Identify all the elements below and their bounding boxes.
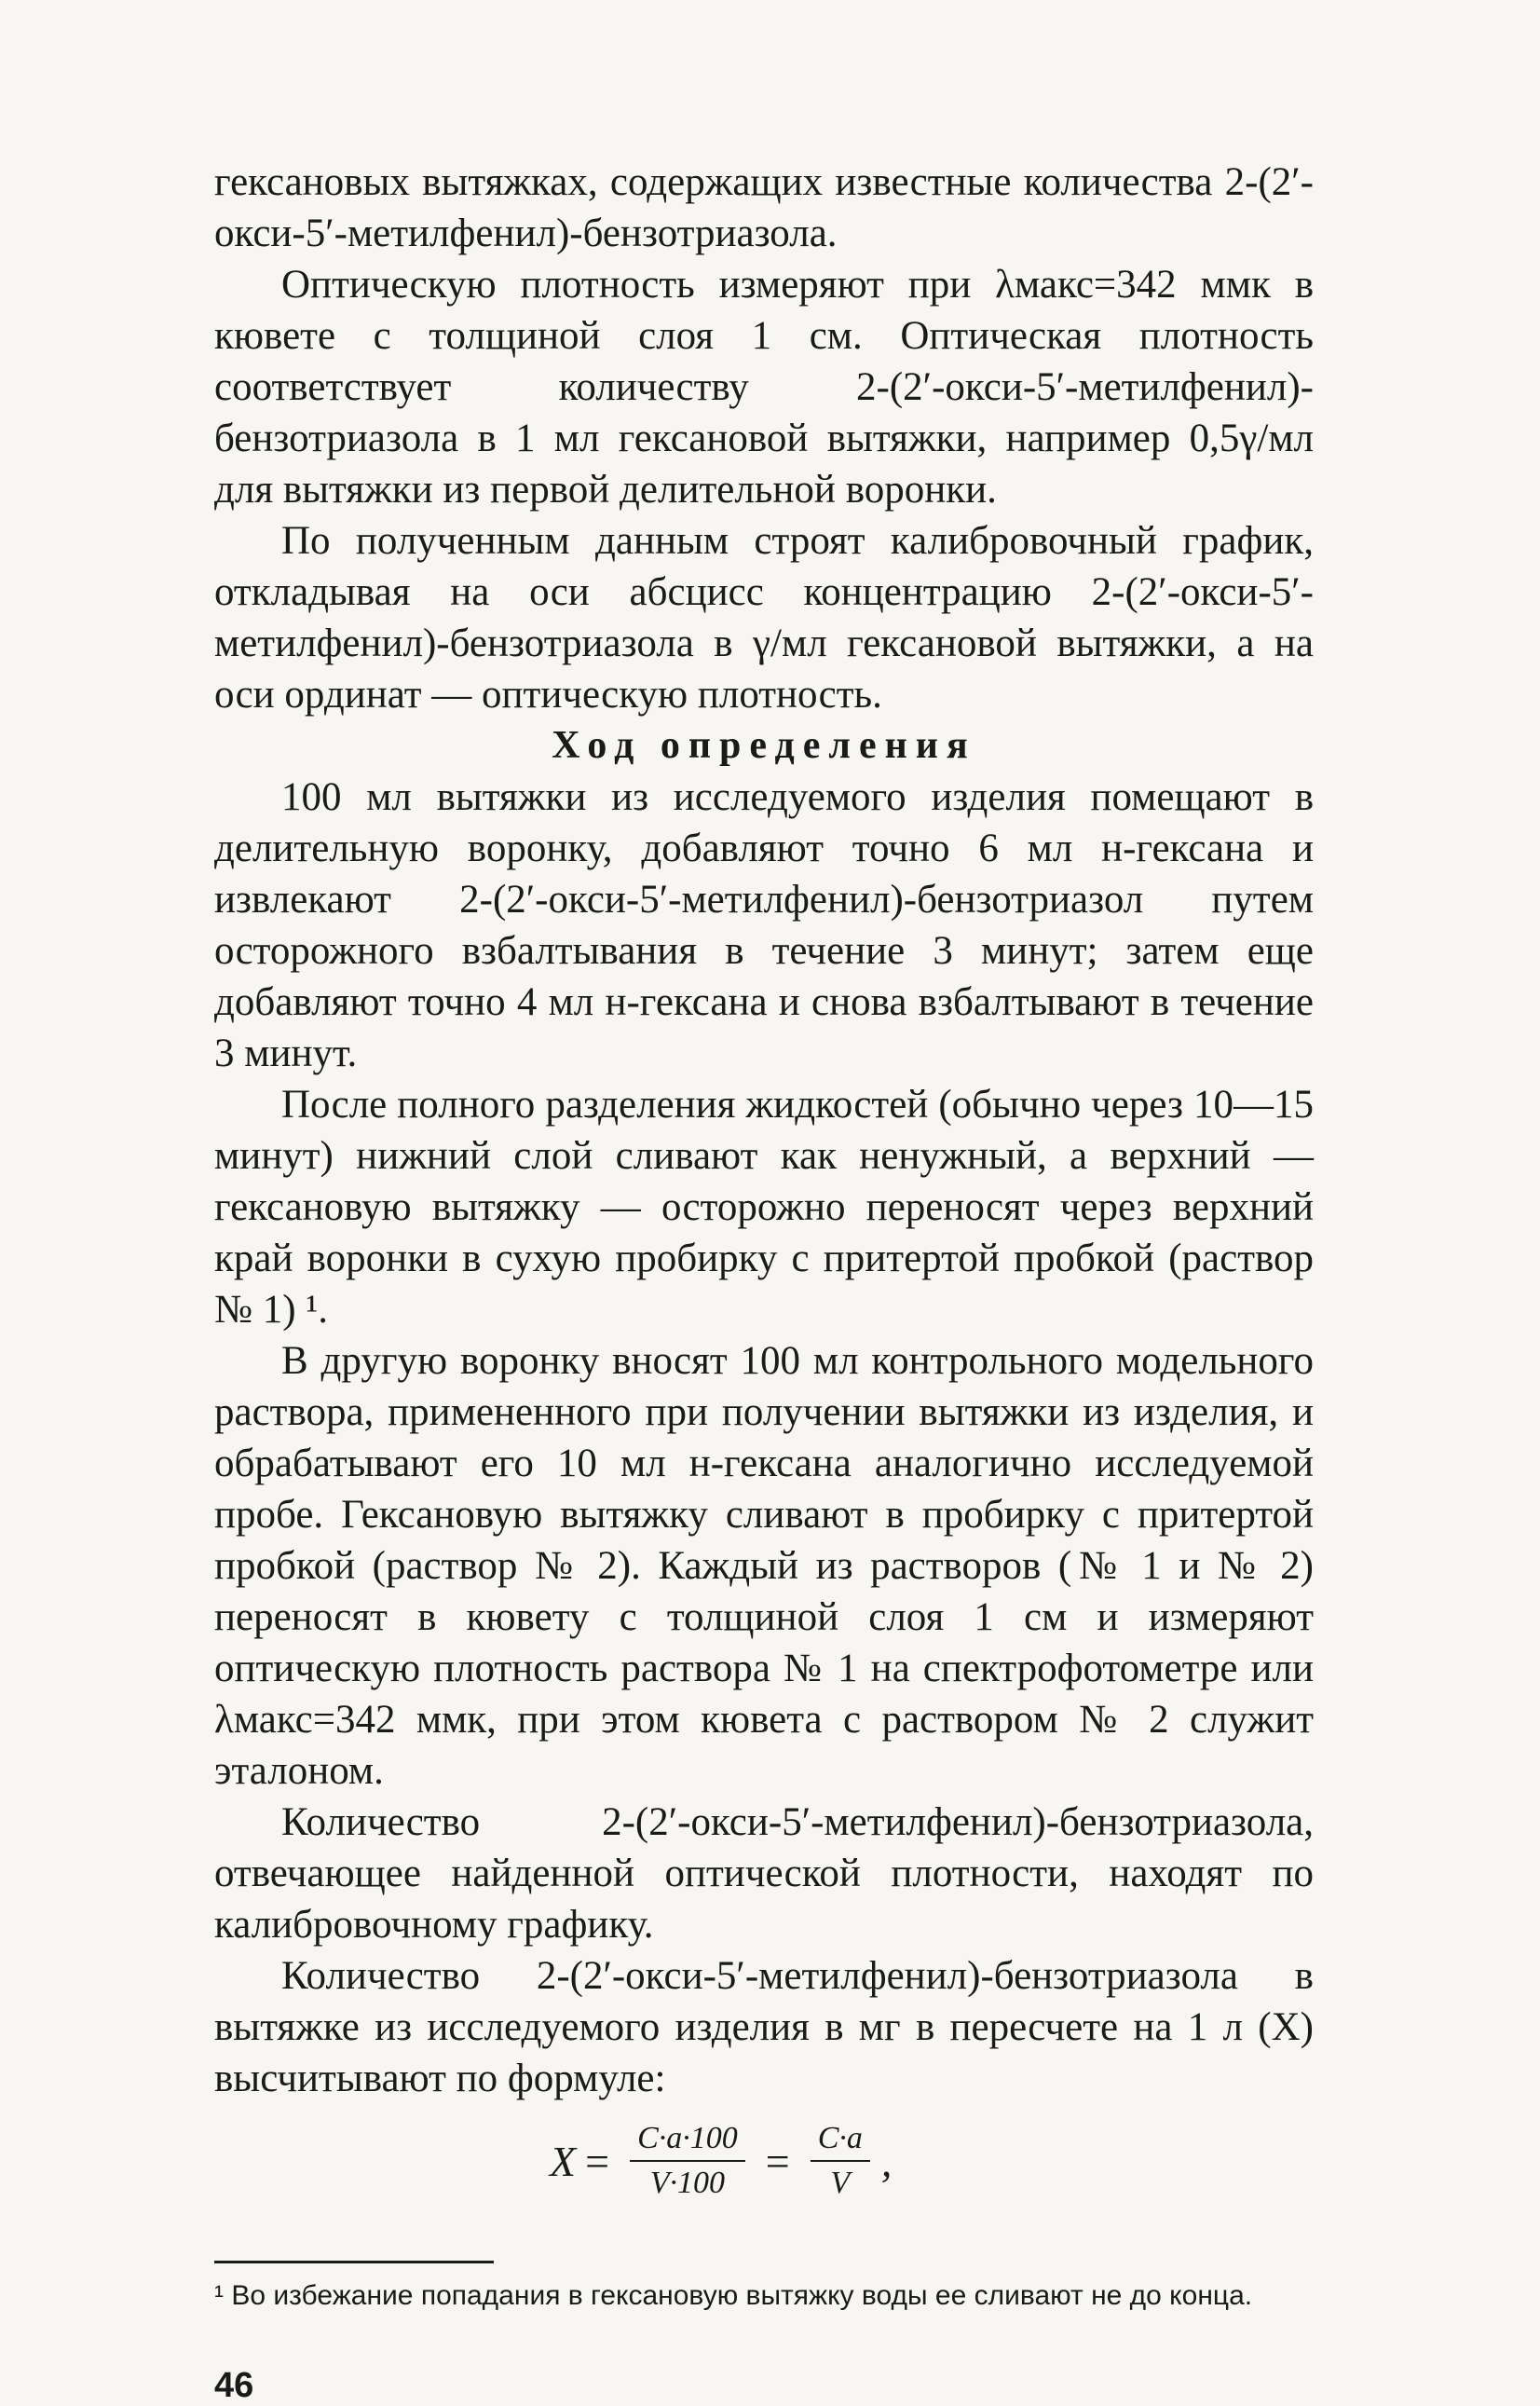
formula-fraction-2 xyxy=(811,2121,870,2201)
formula-comma: , xyxy=(880,2137,893,2185)
formula-equals-1: = xyxy=(585,2137,610,2185)
fraction-1-denominator: V·100 xyxy=(649,2166,726,2200)
formula-fraction-1 xyxy=(630,2121,745,2201)
paragraph-8: Количество 2-(2′-окси-5′-метилфенил)-бензотриазола в вытяжке из исследуемого изделия в мг в пересчете на 1 л (X) высчитывают по формуле: xyxy=(214,1954,1314,2100)
page-body xyxy=(214,157,1314,2406)
footnote: ¹ Во избежание попадания в гексановую вытяжку воды ее сливают не до конца. xyxy=(214,2280,1253,2311)
paragraph-5: После полного разделения жидкостей (обычно через 10—15 минут) нижний слой сливают как ненужный, а верхний — гексановую вытяжку — осторожно переносят через верхний край воронки в сухую пробирку с притертой пробкой (раствор № 1) ¹. xyxy=(214,1083,1314,1332)
fraction-2-numerator: C·a xyxy=(811,2121,870,2162)
section-heading: Ход определения xyxy=(552,724,976,767)
formula-equals-2: = xyxy=(765,2137,790,2185)
paragraph-1: гексановых вытяжках, содержащих известные количества 2-(2′-окси-5′-метилфенил)-бензотриазола. xyxy=(214,160,1314,255)
page-number: 46 xyxy=(214,2366,254,2405)
paragraph-2: Оптическую плотность измеряют при λмакс=342 ммк в кювете с толщиной слоя 1 см. Оптическая плотность соответствует количеству 2-(2′-окси-5′-метилфенил)-бензотриазола в 1 мл гексановой вытяжки, например 0,5γ/мл для вытяжки из первой делительной воронки. xyxy=(214,263,1314,512)
paragraph-6: В другую воронку вносят 100 мл контрольного модельного раствора, примененного при получении вытяжки из изделия, и обрабатывают его 10 мл н-гексана аналогично исследуемой пробе. Гексановую вытяжку сливают в пробирку с притертой пробкой (раствор № 2). Каждый из растворов (№ 1 и № 2) переносят в кювету с толщиной слоя 1 см и измеряют оптическую плотность раствора № 1 на спектрофотометре или λмакс=342 ммк, при этом кювета с раствором № 2 служит эталоном. xyxy=(214,1339,1314,1793)
paragraph-3: По полученным данным строят калибровочный график, откладывая на оси абсцисс концентрацию 2-(2′-окси-5′-метилфенил)-бензотриазола в γ/мл гексановой вытяжки, а на оси ординат — оптическую плотность. xyxy=(214,519,1314,717)
footnote-rule xyxy=(214,2261,494,2263)
fraction-1-numerator: C·a·100 xyxy=(630,2121,745,2162)
paragraph-7: Количество 2-(2′-окси-5′-метилфенил)-бензотриазола, отвечающее найденной оптической плотности, находят по калибровочному графику. xyxy=(214,1800,1314,1947)
fraction-2-denominator: V xyxy=(830,2166,851,2200)
formula-lhs: X xyxy=(550,2137,577,2185)
paragraph-4: 100 мл вытяжки из исследуемого изделия помещают в делительную воронку, добавляют точно 6 мл н-гексана и извлекают 2-(2′-окси-5′-метилфенил)-бензотриазол путем осторожного взбалтывания в течение 3 минут; затем еще добавляют точно 4 мл н-гексана и снова взбалтывают в течение 3 минут. xyxy=(214,775,1314,1075)
formula xyxy=(214,2110,1314,2249)
